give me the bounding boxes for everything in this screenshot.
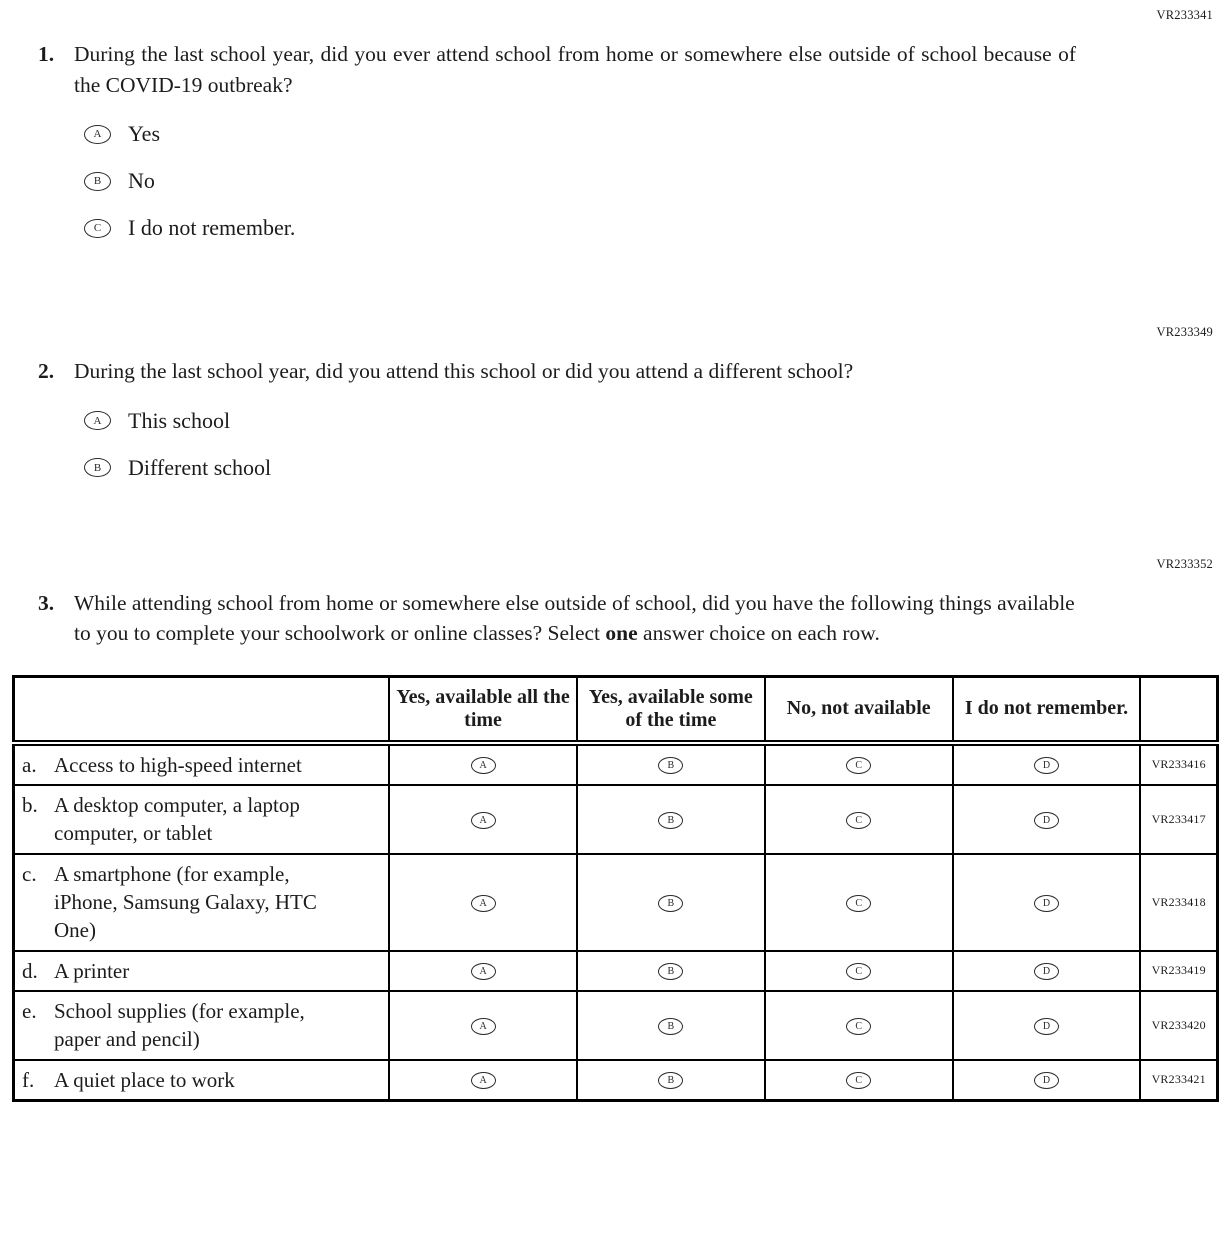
option-cell xyxy=(765,743,953,785)
question-2-number: 2. xyxy=(38,359,55,384)
row-d-bubble-d[interactable]: D xyxy=(1034,963,1059,980)
row-label-text: A smartphone (for example, iPhone, Samsung Galaxy, HTC One) xyxy=(54,861,317,943)
question-3-stem xyxy=(38,588,1219,649)
row-code: VR233421 xyxy=(1140,1060,1217,1101)
row-f-bubble-d[interactable]: D xyxy=(1034,1072,1059,1089)
option-cell xyxy=(577,785,765,854)
question-1-choices xyxy=(38,121,1219,241)
question-2 xyxy=(38,356,1219,481)
form-code-3: VR233352 xyxy=(1156,556,1213,571)
row-c-bubble-c[interactable]: C xyxy=(846,895,871,912)
column-header-yes-some-time: Yes, available some of the time xyxy=(577,676,765,743)
form-code-2: VR233349 xyxy=(1156,325,1213,340)
column-header-yes-all-time: Yes, available all the time xyxy=(389,676,577,743)
q1-answer-bubble-c[interactable]: C xyxy=(84,219,111,238)
empty-code-header xyxy=(1140,676,1217,743)
option-cell xyxy=(577,743,765,785)
row-marker: c. xyxy=(22,861,37,886)
option-cell xyxy=(577,991,765,1060)
option-cell xyxy=(765,1060,953,1101)
row-a-bubble-a[interactable]: A xyxy=(471,757,496,774)
question-3-text-before: While attending school from home or somewhere else outside of school, did you have the following things available to you to complete your schoolwork or online classes? Select xyxy=(74,590,1075,646)
row-code: VR233418 xyxy=(1140,854,1217,951)
q1-answer-bubble-b[interactable]: B xyxy=(84,172,111,191)
row-a-bubble-b[interactable]: B xyxy=(658,757,683,774)
q1-choice-label-no: No xyxy=(128,168,155,194)
row-marker: a. xyxy=(22,752,37,777)
q2-answer-bubble-a[interactable]: A xyxy=(84,411,111,430)
table-row-b-computer xyxy=(14,785,1218,854)
option-cell xyxy=(577,854,765,951)
q2-choice-different-school xyxy=(84,455,1219,481)
option-cell xyxy=(953,991,1141,1060)
row-label-cell xyxy=(14,785,390,854)
row-b-bubble-d[interactable]: D xyxy=(1034,812,1059,829)
row-code: VR233416 xyxy=(1140,743,1217,785)
row-marker: b. xyxy=(22,792,38,817)
q2-choice-label-this-school: This school xyxy=(128,407,231,433)
q1-choice-no xyxy=(84,168,1219,194)
q2-choice-this-school xyxy=(84,408,1219,434)
row-marker: e. xyxy=(22,998,37,1023)
q1-choice-label-yes: Yes xyxy=(128,121,161,147)
row-label-cell xyxy=(14,991,390,1060)
option-cell xyxy=(953,1060,1141,1101)
row-code: VR233417 xyxy=(1140,785,1217,854)
option-cell xyxy=(953,854,1141,951)
question-3-bold-word: one xyxy=(605,621,638,646)
row-c-bubble-a[interactable]: A xyxy=(471,895,496,912)
row-label-cell xyxy=(14,854,390,951)
question-1 xyxy=(38,39,1219,241)
option-cell xyxy=(577,1060,765,1101)
q1-choice-yes xyxy=(84,121,1219,147)
row-e-bubble-c[interactable]: C xyxy=(846,1018,871,1035)
option-cell xyxy=(765,785,953,854)
row-label-text: School supplies (for example, paper and pencil) xyxy=(54,998,305,1052)
column-header-not-available: No, not available xyxy=(765,676,953,743)
row-d-bubble-b[interactable]: B xyxy=(658,963,683,980)
row-c-bubble-b[interactable]: B xyxy=(658,895,683,912)
question-3-text-after: answer choice on each row. xyxy=(637,621,880,646)
q1-answer-bubble-a[interactable]: A xyxy=(84,125,111,144)
row-f-bubble-a[interactable]: A xyxy=(471,1072,496,1089)
row-b-bubble-b[interactable]: B xyxy=(658,812,683,829)
row-f-bubble-b[interactable]: B xyxy=(658,1072,683,1089)
row-code: VR233420 xyxy=(1140,991,1217,1060)
option-cell xyxy=(389,991,577,1060)
q1-choice-do-not-remember xyxy=(84,215,1219,241)
option-cell xyxy=(389,785,577,854)
form-code-1: VR233341 xyxy=(1156,8,1213,22)
q2-choice-label-different-school: Different school xyxy=(128,454,272,480)
question-2-choices xyxy=(38,408,1219,481)
table-row-a-internet xyxy=(14,743,1218,785)
row-e-bubble-d[interactable]: D xyxy=(1034,1018,1059,1035)
table-row-f-quiet-place xyxy=(14,1060,1218,1101)
option-cell xyxy=(389,743,577,785)
option-cell xyxy=(765,951,953,991)
row-c-bubble-d[interactable]: D xyxy=(1034,895,1059,912)
row-label-cell xyxy=(14,1060,390,1101)
table-header-row xyxy=(14,676,1218,743)
table-row-c-smartphone xyxy=(14,854,1218,951)
row-marker: f. xyxy=(22,1067,35,1092)
question-1-text: During the last school year, did you ever attend school from home or somewhere else outside of school because of the COVID-19 outbreak? xyxy=(74,42,1076,97)
question-1-stem xyxy=(38,39,1219,100)
option-cell xyxy=(953,785,1141,854)
q1-choice-label-do-not-remember: I do not remember. xyxy=(128,215,296,241)
availability-table xyxy=(12,675,1219,1102)
question-3-text xyxy=(74,588,1076,649)
question-3 xyxy=(38,588,1219,649)
row-a-bubble-c[interactable]: C xyxy=(846,757,871,774)
row-marker: d. xyxy=(22,958,38,983)
row-b-bubble-c[interactable]: C xyxy=(846,812,871,829)
question-1-number: 1. xyxy=(38,42,55,66)
row-label-text: A quiet place to work xyxy=(54,1067,235,1092)
row-d-bubble-c[interactable]: C xyxy=(846,963,871,980)
option-cell xyxy=(765,991,953,1060)
table-row-d-printer xyxy=(14,951,1218,991)
row-f-bubble-c[interactable]: C xyxy=(846,1072,871,1089)
question-2-text: During the last school year, did you attend this school or did you attend a different school? xyxy=(74,359,854,384)
table-row-e-supplies xyxy=(14,991,1218,1060)
q2-answer-bubble-b[interactable]: B xyxy=(84,458,111,477)
row-d-bubble-a[interactable]: A xyxy=(471,963,496,980)
row-label-cell xyxy=(14,743,390,785)
option-cell xyxy=(577,951,765,991)
question-2-stem xyxy=(38,356,1219,387)
row-label-text: Access to high-speed internet xyxy=(54,752,302,777)
option-cell xyxy=(389,951,577,991)
empty-label-header xyxy=(14,676,390,743)
row-b-bubble-a[interactable]: A xyxy=(471,812,496,829)
row-code: VR233419 xyxy=(1140,951,1217,991)
row-e-bubble-a[interactable]: A xyxy=(471,1018,496,1035)
option-cell xyxy=(389,854,577,951)
option-cell xyxy=(953,951,1141,991)
option-cell xyxy=(389,1060,577,1101)
option-cell xyxy=(953,743,1141,785)
column-header-do-not-remember: I do not remember. xyxy=(953,676,1141,743)
option-cell xyxy=(765,854,953,951)
row-e-bubble-b[interactable]: B xyxy=(658,1018,683,1035)
row-a-bubble-d[interactable]: D xyxy=(1034,757,1059,774)
row-label-cell xyxy=(14,951,390,991)
row-label-text: A desktop computer, a laptop computer, or tablet xyxy=(54,792,300,846)
row-label-text: A printer xyxy=(54,958,130,983)
question-3-number: 3. xyxy=(38,590,55,615)
